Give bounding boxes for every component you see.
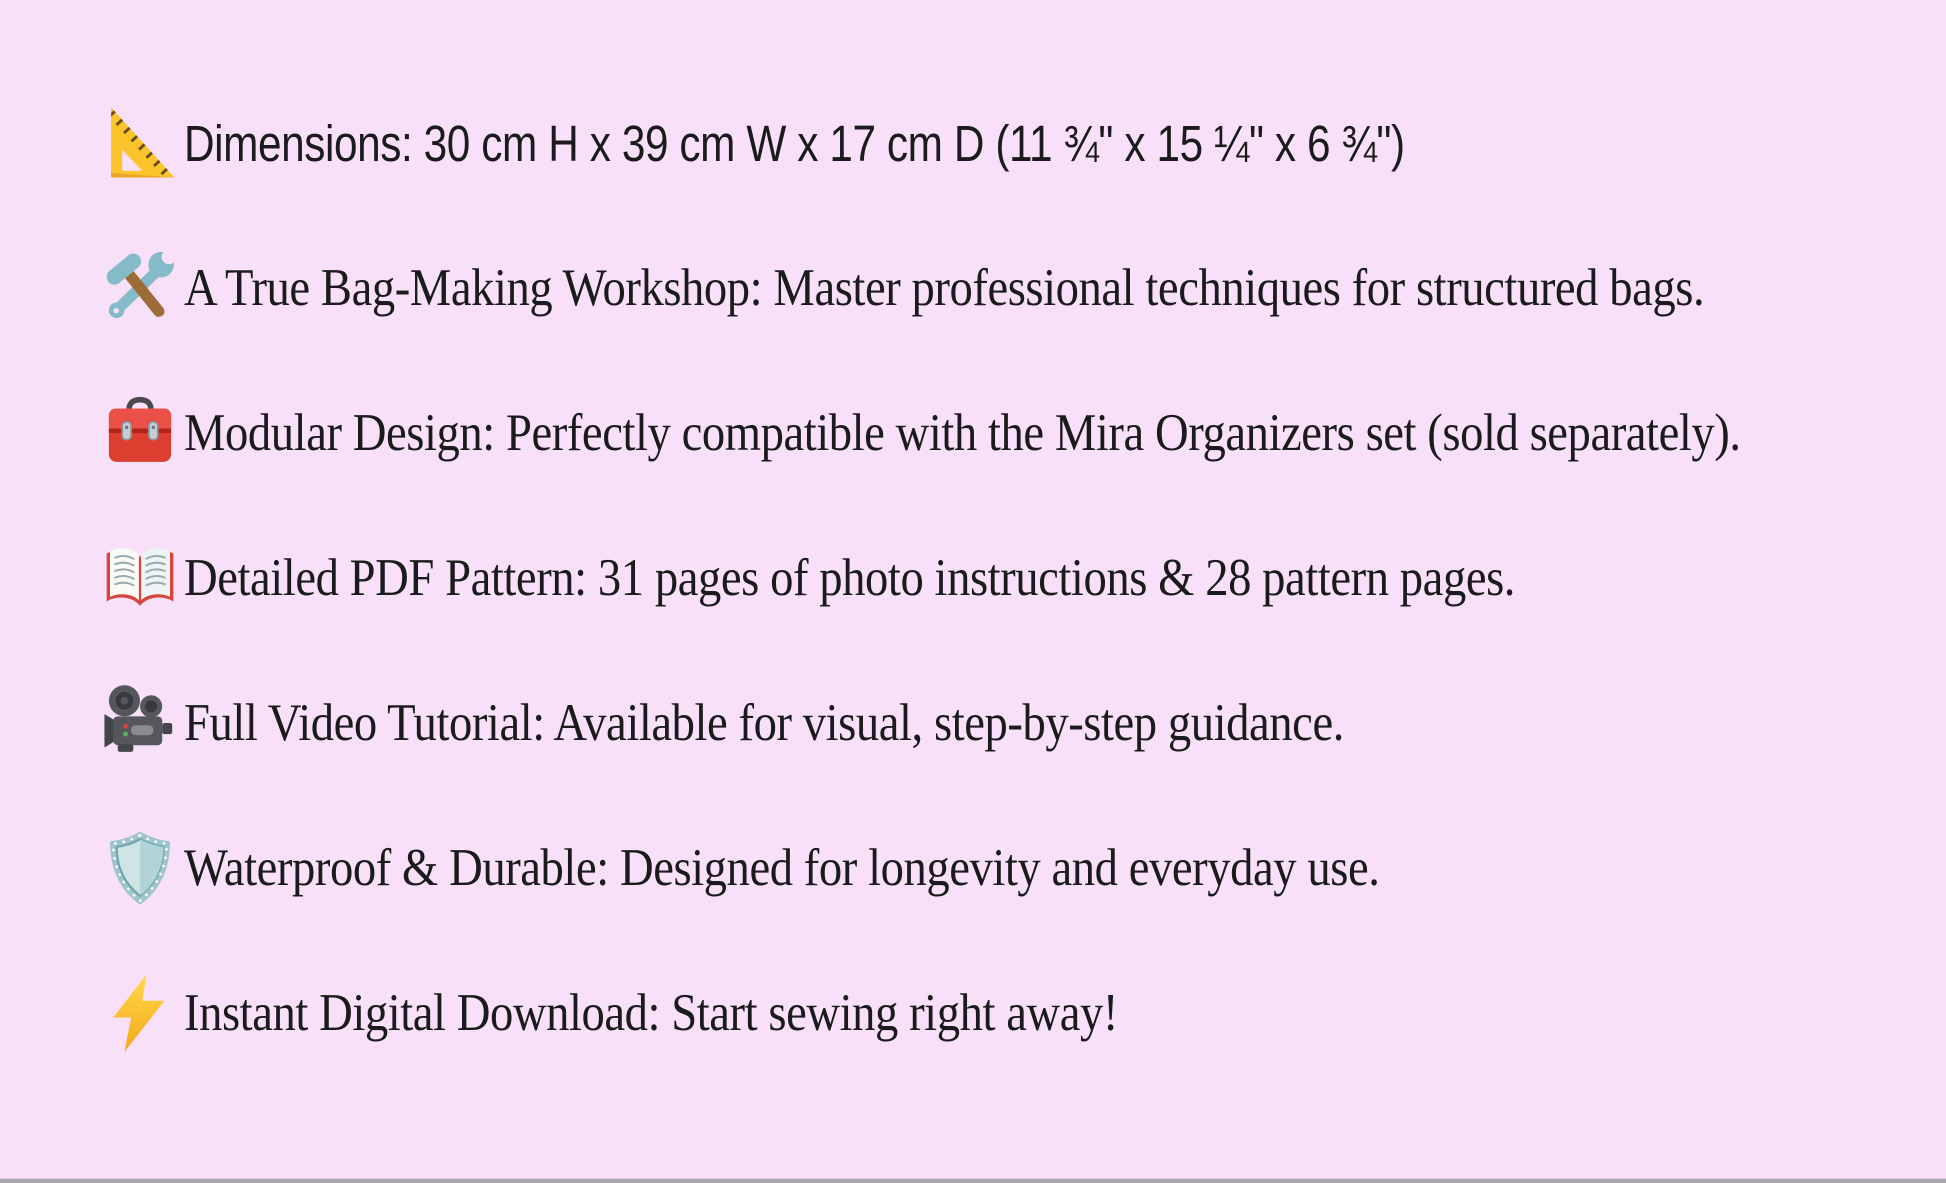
feature-row <box>96 393 1946 473</box>
feature-row <box>96 248 1946 328</box>
feature-text: Full Video Tutorial: Available for visual, step-by-step guidance. <box>184 694 1344 752</box>
triangular-ruler-icon <box>96 102 184 184</box>
feature-text: A True Bag-Making Workshop: Master professional techniques for structured bags. <box>184 259 1705 317</box>
open-book-icon <box>96 537 184 619</box>
feature-row <box>96 973 1946 1053</box>
feature-text: Dimensions: 30 cm H x 39 cm W x 17 cm D (11 ¾" x 15 ¼" x 6 ¾") <box>184 114 1405 172</box>
toolbox-icon <box>96 392 184 474</box>
feature-text: Instant Digital Download: Start sewing right away! <box>184 984 1118 1042</box>
feature-text: Waterproof & Durable: Designed for longevity and everyday use. <box>184 839 1380 897</box>
feature-row <box>96 103 1946 183</box>
shield-icon <box>96 827 184 909</box>
feature-row <box>96 538 1946 618</box>
lightning-bolt-icon <box>96 972 184 1054</box>
feature-row <box>96 828 1946 908</box>
feature-text: Modular Design: Perfectly compatible with the Mira Organizers set (sold separately). <box>184 404 1741 462</box>
feature-text: Detailed PDF Pattern: 31 pages of photo instructions & 28 pattern pages. <box>184 549 1516 607</box>
hammer-and-wrench-icon <box>96 247 184 329</box>
movie-camera-icon <box>96 682 184 764</box>
feature-row <box>96 683 1946 763</box>
window-bottom-edge <box>0 1178 1946 1183</box>
